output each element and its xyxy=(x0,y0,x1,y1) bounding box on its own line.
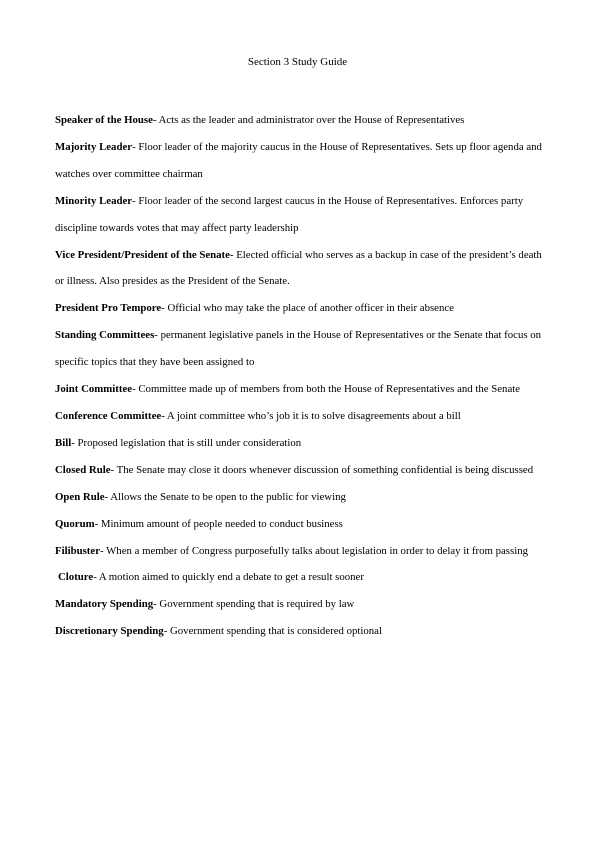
glossary-term: President Pro Tempore xyxy=(55,302,162,315)
glossary-definition: - The Senate may close it doors whenever discussion of something confidential is being discussed xyxy=(110,463,534,476)
glossary-definition: - Committee made up of members from both the House of Representatives and the Senate xyxy=(132,383,521,396)
glossary-list xyxy=(55,107,545,645)
glossary-entry-joint-committee xyxy=(55,376,545,403)
glossary-entry-cloture xyxy=(55,564,545,591)
glossary-term: Quorum xyxy=(55,517,95,530)
glossary-term: Conference Committee xyxy=(55,409,162,422)
glossary-term: Bill xyxy=(55,436,72,449)
glossary-entry-filibuster xyxy=(55,538,545,565)
glossary-entry-closed-rule xyxy=(55,457,545,484)
glossary-definition: - Elected official who serves as a backup in case of the president’s death or illness. Also presides as the President of the Senate. xyxy=(55,248,542,288)
glossary-entry-minority-leader xyxy=(55,188,545,242)
glossary-definition: - Government spending that is considered optional xyxy=(163,625,382,638)
document-title: Section 3 Study Guide xyxy=(247,56,348,68)
glossary-term: Minority Leader xyxy=(55,194,133,207)
glossary-term: Discretionary Spending xyxy=(55,625,164,638)
glossary-entry-vice-president xyxy=(55,242,545,296)
glossary-definition: - Official who may take the place of another officer in their absence xyxy=(161,302,454,315)
glossary-term: Filibuster xyxy=(55,544,100,557)
glossary-term: Mandatory Spending xyxy=(55,598,154,611)
glossary-entry-discretionary-spending xyxy=(55,618,545,645)
glossary-term: Speaker of the House xyxy=(55,114,153,126)
glossary-definition: - Allows the Senate to be open to the public for viewing xyxy=(104,490,346,503)
glossary-entry-mandatory-spending xyxy=(55,591,545,618)
glossary-term: Standing Committees xyxy=(55,329,155,342)
glossary-term: Majority Leader xyxy=(55,140,133,153)
glossary-definition: - Proposed legislation that is still under consideration xyxy=(71,436,302,449)
glossary-definition: - Floor leader of the second largest caucus in the House of Representatives. Enforces party discipline towards votes that may affect party leadership xyxy=(55,194,524,234)
glossary-entry-majority-leader xyxy=(55,134,545,188)
glossary-definition: - A joint committee who’s job it is to solve disagreements about a bill xyxy=(161,409,461,422)
glossary-entry-president-pro-tempore xyxy=(55,295,545,322)
glossary-definition: - permanent legislative panels in the House of Representatives or the Senate that focus on specific topics that they have been assigned to xyxy=(55,329,542,369)
glossary-term: Cloture xyxy=(58,571,94,584)
glossary-entry-bill xyxy=(55,430,545,457)
glossary-entry-open-rule xyxy=(55,484,545,511)
glossary-entry-speaker-of-the-house xyxy=(55,107,545,134)
glossary-term: Vice President/President of the Senate xyxy=(55,248,230,261)
glossary-definition: - Floor leader of the majority caucus in the House of Representatives. Sets up floor agenda and watches over committee chairman xyxy=(55,140,542,180)
glossary-definition: - When a member of Congress purposefully talks about legislation in order to delay it from passing xyxy=(100,544,528,557)
glossary-entry-quorum xyxy=(55,511,545,538)
glossary-definition: - Government spending that is required by law xyxy=(153,598,355,611)
glossary-definition: - Minimum amount of people needed to conduct business xyxy=(94,517,343,530)
glossary-term: Closed Rule xyxy=(55,463,111,476)
glossary-entry-conference-committee xyxy=(55,403,545,430)
glossary-definition: - A motion aimed to quickly end a debate to get a result sooner xyxy=(93,571,364,584)
glossary-term: Open Rule xyxy=(55,490,105,503)
glossary-term: Joint Committee xyxy=(55,383,133,396)
glossary-definition: - Acts as the leader and administrator over the House of Representatives xyxy=(152,114,465,126)
glossary-entry-standing-committees xyxy=(55,322,545,376)
